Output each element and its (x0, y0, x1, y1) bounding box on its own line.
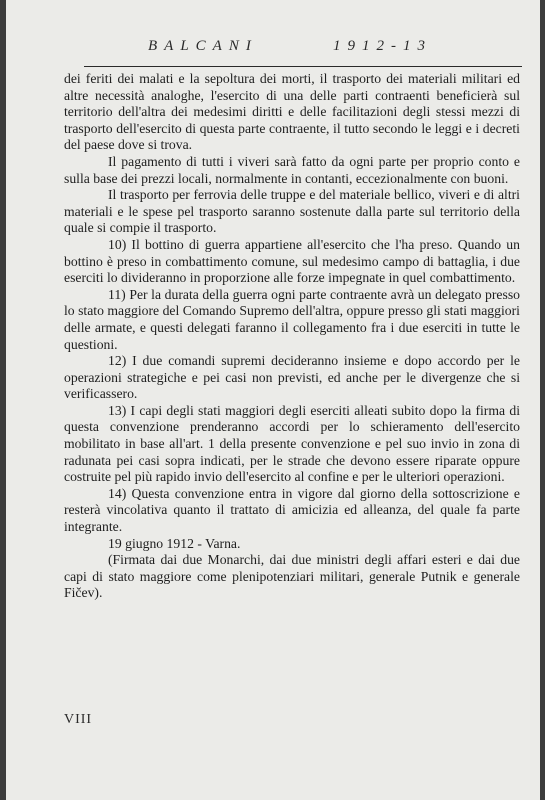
body-text (64, 71, 520, 602)
paragraph-rail-transport: Il trasporto per ferrovia delle truppe e del materiale bellico, viveri e di altri materiali e le spese pel trasporto saranno sostenute dalla parte sul territorio della quale si compie il trasporto. (64, 187, 520, 236)
running-head-title: BALCANI (148, 38, 258, 54)
article-11: 11) Per la durata della guerra ogni parte contraente avrà un delegato presso lo stato maggiore del Comando Supremo dell'altra, oppure presso gli stati maggiori delle armate, e questi delegati faranno il collegamento fra i due eserciti in tutte le questioni. (64, 286, 520, 352)
article-13: 13) I capi degli stati maggiori degli eserciti alleati subito dopo la firma di questa convenzione prenderanno accordi per lo schieramento dell'esercito mobilitato in base all'art. 1 della presente convenzione e pel suo invio in zona di radunata pei casi sopra indicati, per le strade che devono essere riparate oppure costruite pel più rapido invio dell'esercito al confine e per le ulteriori operazioni. (64, 402, 520, 485)
page-number: VIII (64, 712, 93, 727)
date-place: 19 giugno 1912 - Varna. (108, 535, 241, 551)
article-10: 10) Il bottino di guerra appartiene all'esercito che l'ha preso. Quando un bottino è preso in combattimento comune, sul medesimo campo di battaglia, i due eserciti lo divideranno in proporzione alle forze impegnate in quel combattimento. (64, 236, 520, 286)
article-12: 12) I due comandi supremi decideranno insieme e dopo accordo per le operazioni strategiche e pei casi non previsti, ed anche per le divergenze che si verificassero. (64, 353, 520, 402)
article-14: 14) Questa convenzione entra in vigore dal giorno della sottoscrizione e resterà vincolativa quanto il trattato di amicizia ed alleanza, del quale fa parte integrante. (64, 485, 520, 535)
signature-note: (Firmata dai due Monarchi, dai due ministri degli affari esteri e dai due capi di stato maggiore come plenipotenziari militari, generale Putnik e generale Fičev). (64, 552, 520, 601)
header-rule (84, 66, 522, 67)
running-head-years: 1912-13 (333, 38, 432, 54)
paragraph-continuation: dei feriti dei malati e la sepoltura dei morti, il trasporto dei materiali militari ed altre necessità analoghe, l'esercito di una delle parti contraenti beneficierà sul territorio dell'altra dei medesimi diritti e delle facilitazioni degli stessi mezzi di trasporto dell'esercito di questa parte contraente, il tutto secondo le leggi e i decreti del paese dove si trova. (64, 71, 520, 153)
book-page (6, 0, 540, 800)
paragraph-payment: Il pagamento di tutti i viveri sarà fatto da ogni parte per proprio conto e sulla base dei prezzi locali, normalmente in contanti, eccezionalmente con buoni. (64, 153, 520, 186)
